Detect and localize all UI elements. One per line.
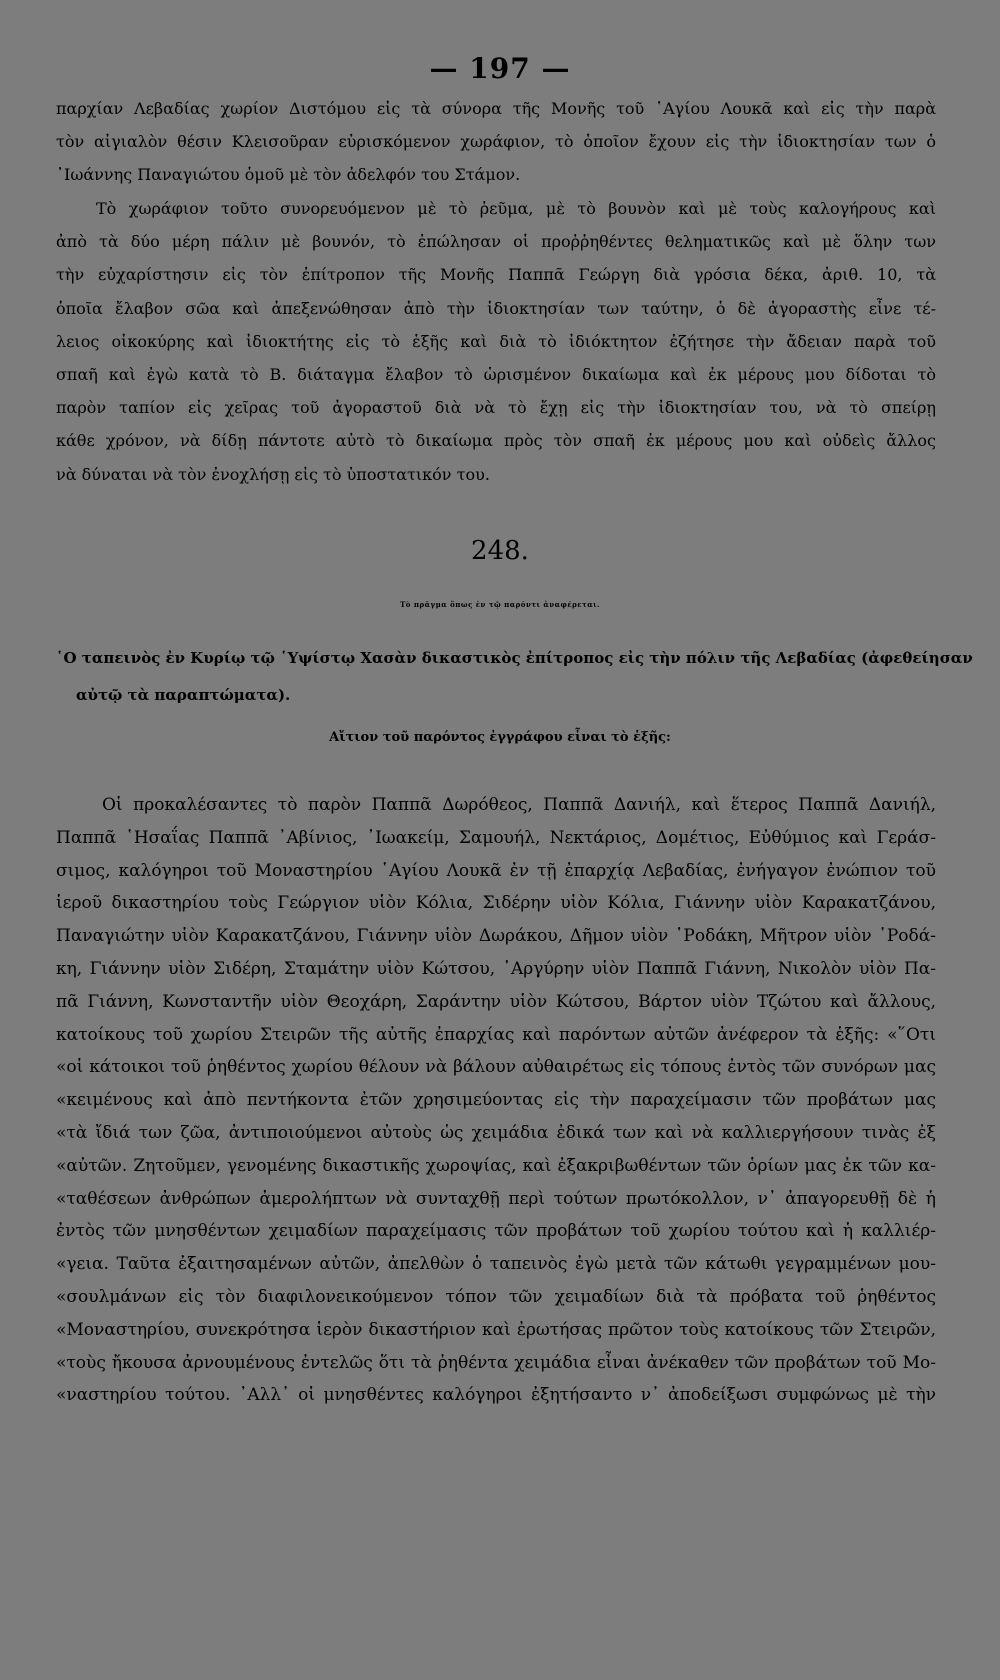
text-line: σπαῆ καὶ ἐγὼ κατὰ τὸ Β. διάταγμα ἔλαβον τὸ ὡρισμένον δικαίωμα καὶ ἐκ μέρους μου δίδοται τὸ xyxy=(56,364,936,384)
text-line: ᾿Ιωάννης Παναγιώτου ὁμοῦ μὲ τὸν ἀδελφόν του Στάμον. xyxy=(56,165,521,185)
header-line: αὐτῷ τὰ παραπτώματα). xyxy=(76,686,291,704)
header-line: ῾Ο ταπεινὸς ἐν Κυρίῳ τῷ ῾Υψίστῳ Χασὰν δικαστικὸς ἐπίτροπος εἰς τὴν πόλιν τῆς Λεβαδίας (ἀφεθείησαν xyxy=(56,649,973,667)
text-line: παρὸν ταπίον εἰς χεῖρας τοῦ ἀγοραστοῦ διὰ νὰ τὸ ἔχῃ εἰς τὴν ἰδιοκτησίαν του, νὰ τὸ σπείρῃ xyxy=(56,398,936,418)
text-line: νὰ δύναται νὰ τὸν ἐνοχλήσῃ εἰς τὸ ὑποστατικόν του. xyxy=(56,464,490,484)
text-line: Οἱ προκαλέσαντες τὸ παρὸν Παππᾶ Δωρόθεος, Παππᾶ Δανιήλ, καὶ ἕτερος Παππᾶ Δανιήλ, xyxy=(102,795,936,815)
text-line: «ταθέσεων ἀνθρώπων ἀμερολήπτων νὰ συνταχθῇ περὶ τούτων πρωτόκολλον, ν᾿ ἀπαγορευθῇ δὲ ἡ xyxy=(56,1188,936,1209)
text-line: «γεια. Ταῦτα ἐξαιτησαμένων αὐτῶν, ἀπελθὼν ὁ ταπεινὸς ἐγὼ μετὰ τῶν κάτωθι γεγραμμένων μου- xyxy=(56,1254,936,1275)
cause-heading: Αἴτιον τοῦ παρόντος ἐγγράφου εἶναι τὸ ἑξῆς: xyxy=(329,730,671,745)
document-summary: Τὸ πρᾶγμα ὅπως ἐν τῷ παρόντι ἀναφέρεται. xyxy=(400,600,600,609)
text-line: πᾶ Γιάννη, Κωνσταντῆν υἱὸν Θεοχάρη, Σαράντην υἱὸν Κώτσου, Βάρτον υἱὸν Τζώτου καὶ ἄλλους, xyxy=(56,991,936,1012)
text-line: ἐντὸς τῶν μνησθέντων χειμαδίων παραχείμασις τῶν προβάτων τοῦ χωρίου τούτου καὶ ἡ καλλιέρ- xyxy=(56,1221,936,1242)
text-line: τὸν αἰγιαλὸν θέσιν Κλεισοῦραν εὑρισκόμενον χωράφιον, τὸ ὁποῖον ἔχουν εἰς τὴν ἰδιοκτησίαν των ὁ xyxy=(56,132,936,152)
text-line: «Μοναστηρίου, συνεκρότησα ἱερὸν δικαστήριον καὶ ἐρωτήσας πρῶτον τοὺς κατοίκους τῶν Στειρῶν, xyxy=(56,1319,936,1340)
text-line: κατοίκους τοῦ χωρίου Στειρῶν τῆς αὐτῆς ἐπαρχίας καὶ παρόντων αὐτῶν ἀνέφερον τὰ ἑξῆς: «῞Οτι xyxy=(56,1024,936,1045)
text-line: «αὐτῶν. Ζητοῦμεν, γενομένης δικαστικῆς χωροψίας, καὶ ἐξακριβωθέντων τῶν ὁρίων μας ἐκ τῶν κα- xyxy=(56,1155,936,1176)
text-line: Παππᾶ ῾Ησαΐας Παππᾶ ᾿Αβίνιος, ᾿Ιωακείμ, Σαμουήλ, Νεκτάριος, Δομέτιος, Εὐθύμιος καὶ Γεράσ- xyxy=(56,827,936,848)
top-paragraph-2 xyxy=(56,192,936,491)
text-line: τὴν εὐχαρίστησιν εἰς τὸν ἐπίτροπον τῆς Μονῆς Παππᾶ Γεώργη διὰ γρόσια δέκα, ἀριθ. 10, τὰ xyxy=(56,265,936,285)
text-line: ἱεροῦ δικαστηρίου τοὺς Γεώργιον υἱὸν Κόλια, Σιδέρην υἱὸν Κόλια, Γιάννην υἱὸν Καρακατζάνου, xyxy=(56,893,936,914)
top-paragraph-1 xyxy=(56,92,936,192)
document-number: 248. xyxy=(471,536,529,566)
main-text xyxy=(56,789,936,1412)
text-line: «τοὺς ἤκουσα ἀρνουμένους ἐντελῶς ὅτι τὰ ῥηθέντα χειμάδια εἶναι ἀνέκαθεν τῶν προβάτων τοῦ Μο- xyxy=(56,1352,936,1373)
text-line: «οἱ κάτοικοι τοῦ ῥηθέντος χωρίου θέλουν νὰ βάλουν αὐθαιρέτως εἰς τόπους ἐντὸς τῶν συνόρων μας xyxy=(56,1057,936,1078)
text-line: Τὸ χωράφιον τοῦτο συνορευόμενον μὲ τὸ ῥεῦμα, μὲ τὸ βουνὸν καὶ μὲ τοὺς καλογήρους καὶ xyxy=(96,199,936,218)
text-line: παρχίαν Λεβαδίας χωρίον Διστόμου εἰς τὰ σύνορα τῆς Μονῆς τοῦ ῾Αγίου Λουκᾶ καὶ εἰς τὴν παρὰ xyxy=(56,99,936,118)
text-line: ἀπὸ τὰ δύο μέρη πάλιν μὲ βουνόν, τὸ ἐπώλησαν οἱ προῤῥηθέντες θεληματικῶς καὶ μὲ ὅλην των xyxy=(56,232,936,252)
text-line: «τὰ ἴδιά των ζῶα, ἀντιποιούμενοι αὐτοὺς ὡς χειμάδια ἐδικά των καὶ νὰ καλλιεργήσουν τινὰς ἐξ xyxy=(56,1122,936,1143)
text-line: «σουλμάνων εἰς τὸν διαφιλονεικούμενον τόπον τῶν χειμαδίων διὰ τὰ πρόβατα τοῦ ῥηθέντος xyxy=(56,1286,936,1307)
page-number: — 197 — xyxy=(429,52,571,85)
document-header xyxy=(56,640,973,714)
text-line: Παναγιώτην υἱὸν Καρακατζάνου, Γιάννην υἱὸν Δωράκου, Δῆμον υἱὸν ῾Ροδάκη, Μῆτρον υἱὸν ῾Ροδά- xyxy=(56,926,936,947)
text-line: κη, Γιάννην υἱὸν Σιδέρη, Σταμάτην υἱὸν Κώτσου, ᾿Αργύρην υἱὸν Παππᾶ Γιάννη, Νικολὸν υἱὸν Πα- xyxy=(56,958,936,979)
text-line: κάθε χρόνον, νὰ δίδῃ πάντοτε αὐτὸ τὸ δικαίωμα πρὸς τὸν σπαῆ ἐκ μέρους μου καὶ οὐδεὶς ἄλλος xyxy=(56,431,936,451)
text-line: λειος οἰκοκύρης καὶ ἰδιοκτήτης εἰς τὸ ἑξῆς καὶ διὰ τὸ ἰδιόκτητον ἐζήτησε τὴν ἄδειαν παρὰ τοῦ xyxy=(56,331,936,351)
text-line: «ναστηρίου τούτου. ᾿Αλλ᾿ οἱ μνησθέντες καλόγηροι ἐξητήσαντο ν᾿ ἀποδείξωσι συμφώνως μὲ τὴν xyxy=(56,1385,936,1406)
text-line: σιμος, καλόγηροι τοῦ Μοναστηρίου ῾Αγίου Λουκᾶ ἐν τῇ ἐπαρχίᾳ Λεβαδίας, ἐνήγαγον ἐνώπιον τοῦ xyxy=(56,860,936,881)
text-line: ὁποῖα ἔλαβον σῶα καὶ ἀπεξενώθησαν ἀπὸ τὴν ἰδιοκτησίαν των ταύτην, ὁ δὲ ἀγοραστὴς εἶνε τέ- xyxy=(56,298,936,318)
text-line: «κειμένους καὶ ἀπὸ πεντήκοντα ἐτῶν χρησιμεύοντας εἰς τὴν παραχείμασιν τῶν προβάτων μας xyxy=(56,1090,936,1111)
